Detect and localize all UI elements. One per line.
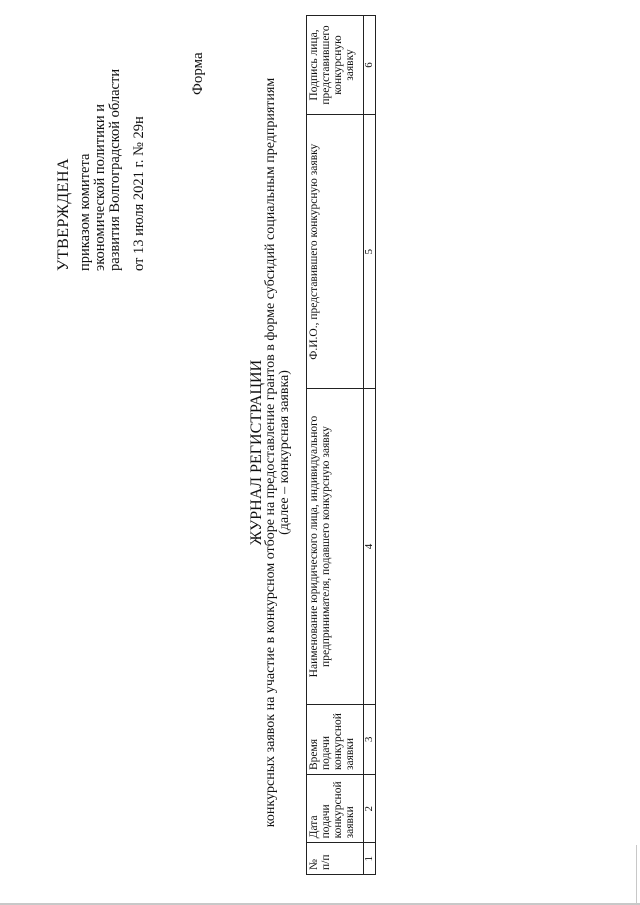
approval-block	[56, 31, 147, 271]
registration-table	[306, 15, 376, 875]
number-cell: 4	[364, 389, 376, 704]
number-cell: 3	[364, 704, 376, 774]
approval-date: от 13 июля 2021 г. № 29н	[131, 116, 147, 271]
header-cell: Время подачи конкурсной заявки	[307, 704, 364, 774]
number-cell: 1	[364, 843, 376, 875]
number-cell: 6	[364, 16, 376, 115]
number-cell: 2	[364, 775, 376, 843]
journal-title: ЖУРНАЛ РЕГИСТРАЦИИ	[248, 359, 265, 546]
header-cell: Подпись лица, представившего конкурсную заявку	[307, 16, 364, 115]
table-header-row	[307, 16, 364, 875]
number-cell: 5	[364, 114, 376, 388]
journal-note: (далее – конкурсная заявка)	[277, 370, 292, 535]
approval-line: приказом комитета	[77, 153, 93, 271]
approval-title: УТВЕРЖДЕНА	[55, 157, 72, 271]
journal-heading	[250, 0, 292, 905]
form-label: Форма	[190, 52, 206, 95]
approval-line: развития Волгоградской области	[107, 68, 123, 271]
header-cell: Ф.И.О., представившего конкурсную заявку	[307, 114, 364, 388]
header-cell: Дата подачи конкурсной заявки	[307, 775, 364, 843]
journal-subtitle: конкурсных заявок на участие в конкурсном отборе на предоставление грантов в форме субсидий социальным предприятиям	[263, 77, 278, 828]
table-number-row	[364, 16, 376, 875]
header-cell: Наименование юридического лица, индивидуального предпринимателя, подавшего конкурсную заявку	[307, 389, 364, 704]
header-cell: № п/п	[307, 843, 364, 875]
approval-line: экономической политики и	[92, 103, 108, 271]
scan-artifact	[636, 845, 637, 905]
